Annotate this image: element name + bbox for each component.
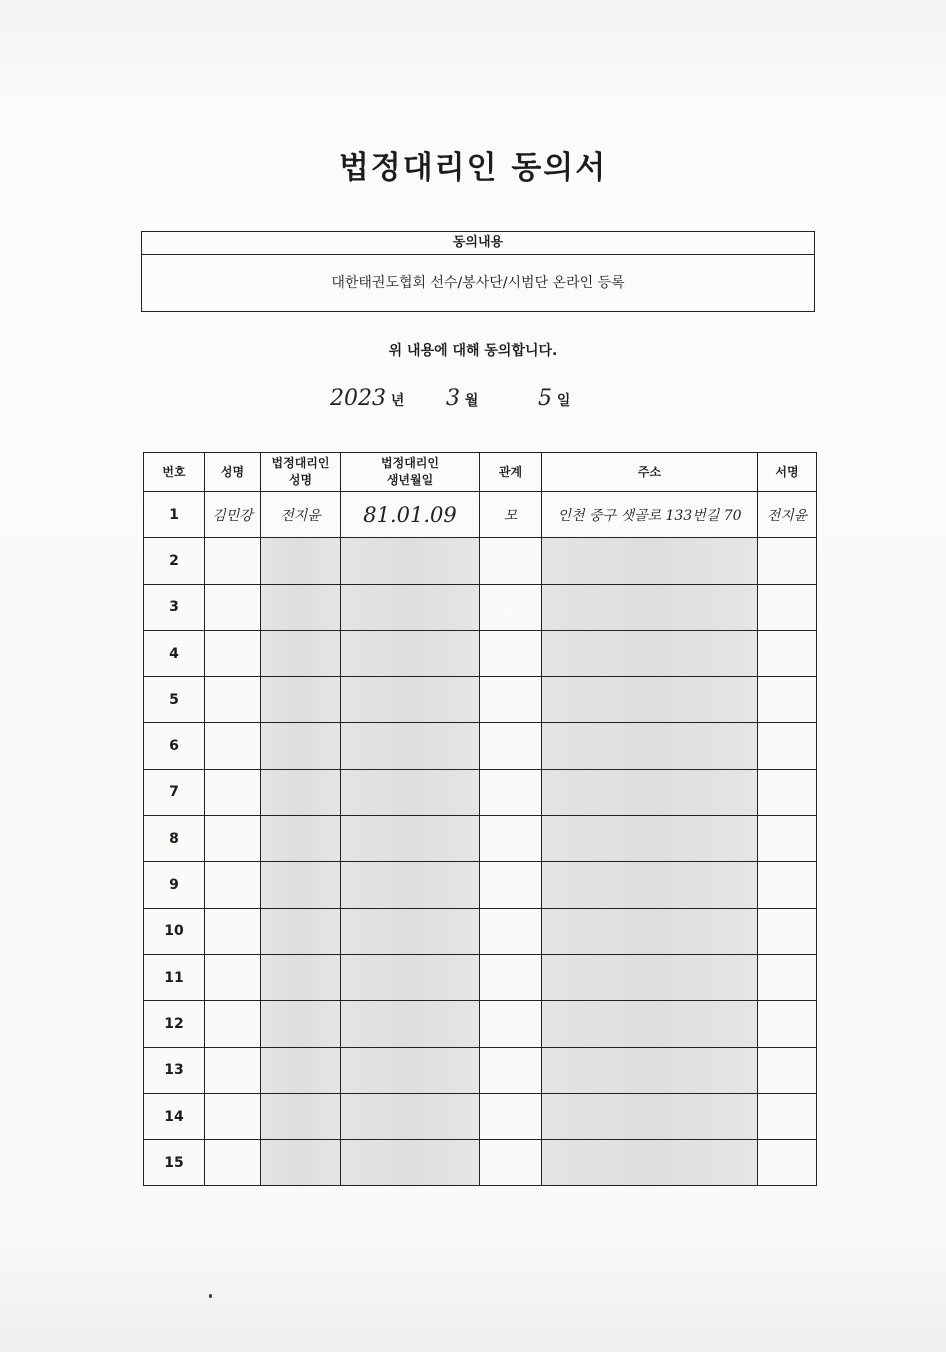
row-guardian-name — [261, 1001, 341, 1047]
date-month — [446, 386, 478, 411]
table-row — [144, 538, 817, 584]
row-name — [205, 769, 261, 815]
row-relation — [480, 1001, 542, 1047]
row-guardian-birth — [341, 677, 480, 723]
header-guardian-birth-line2: 생년월일 — [386, 473, 434, 487]
row-relation — [480, 816, 542, 862]
header-address: 주소 — [542, 453, 758, 492]
roster-table — [143, 452, 817, 1186]
row-address — [542, 584, 758, 630]
date-day — [538, 386, 570, 411]
row-no: 4 — [144, 630, 205, 676]
row-address — [542, 908, 758, 954]
row-name — [205, 630, 261, 676]
row-guardian-name — [261, 630, 341, 676]
row-no: 12 — [144, 1001, 205, 1047]
table-row — [144, 769, 817, 815]
row-no: 10 — [144, 908, 205, 954]
row-guardian-name: 전지윤 — [261, 492, 341, 538]
row-no: 1 — [144, 492, 205, 538]
row-address — [542, 1047, 758, 1093]
row-relation — [480, 584, 542, 630]
row-address — [542, 1001, 758, 1047]
table-row — [144, 908, 817, 954]
table-row — [144, 492, 817, 538]
row-guardian-birth — [341, 1047, 480, 1093]
row-guardian-birth — [341, 630, 480, 676]
header-no: 번호 — [144, 453, 205, 492]
row-relation — [480, 908, 542, 954]
row-address — [542, 769, 758, 815]
table-row — [144, 1047, 817, 1093]
row-guardian-name — [261, 1140, 341, 1186]
row-address — [542, 1140, 758, 1186]
row-name — [205, 723, 261, 769]
row-guardian-birth — [341, 954, 480, 1000]
row-name — [205, 908, 261, 954]
row-guardian-name — [261, 908, 341, 954]
table-row — [144, 954, 817, 1000]
row-relation — [480, 1047, 542, 1093]
row-no: 14 — [144, 1093, 205, 1139]
row-signature — [758, 769, 817, 815]
row-guardian-birth — [341, 723, 480, 769]
row-signature — [758, 538, 817, 584]
table-row — [144, 723, 817, 769]
row-address — [542, 677, 758, 723]
row-relation — [480, 723, 542, 769]
table-row — [144, 630, 817, 676]
row-guardian-birth — [341, 908, 480, 954]
row-name — [205, 862, 261, 908]
row-guardian-birth — [341, 816, 480, 862]
row-guardian-name — [261, 862, 341, 908]
row-relation — [480, 677, 542, 723]
date-day-value: 5 — [538, 386, 552, 411]
row-name — [205, 677, 261, 723]
document-title: 법정대리인 동의서 — [338, 150, 608, 186]
row-relation — [480, 630, 542, 676]
table-header-row — [144, 453, 817, 492]
table-row — [144, 1140, 817, 1186]
row-address — [542, 954, 758, 1000]
row-signature — [758, 1093, 817, 1139]
row-no: 9 — [144, 862, 205, 908]
row-guardian-name — [261, 584, 341, 630]
row-guardian-birth — [341, 769, 480, 815]
row-name — [205, 1047, 261, 1093]
consent-text: 대한태권도협회 선수/봉사단/시범단 온라인 등록 — [331, 275, 625, 291]
row-signature — [758, 723, 817, 769]
row-guardian-birth — [341, 1001, 480, 1047]
row-signature — [758, 816, 817, 862]
row-no: 8 — [144, 816, 205, 862]
row-guardian-birth — [341, 584, 480, 630]
row-name — [205, 1093, 261, 1139]
row-signature — [758, 1001, 817, 1047]
row-guardian-name — [261, 769, 341, 815]
row-name — [205, 816, 261, 862]
header-guardian-name-line2: 성명 — [288, 473, 313, 487]
row-guardian-name — [261, 1047, 341, 1093]
header-signature: 서명 — [758, 453, 817, 492]
row-signature — [758, 677, 817, 723]
row-relation — [480, 769, 542, 815]
row-guardian-name — [261, 954, 341, 1000]
row-signature — [758, 908, 817, 954]
header-guardian-name — [261, 453, 341, 492]
header-guardian-birth-line1: 법정대리인 — [381, 456, 439, 470]
row-signature — [758, 954, 817, 1000]
row-guardian-birth — [341, 1093, 480, 1139]
row-guardian-name — [261, 1093, 341, 1139]
row-signature — [758, 584, 817, 630]
date-month-unit: 월 — [464, 393, 479, 409]
row-relation — [480, 954, 542, 1000]
row-name — [205, 1001, 261, 1047]
row-address — [542, 816, 758, 862]
row-address — [542, 630, 758, 676]
row-no: 5 — [144, 677, 205, 723]
date-day-unit: 일 — [556, 393, 571, 409]
row-signature — [758, 1140, 817, 1186]
row-name — [205, 584, 261, 630]
row-guardian-birth — [341, 538, 480, 584]
table-row — [144, 816, 817, 862]
row-relation — [480, 1140, 542, 1186]
row-signature — [758, 630, 817, 676]
row-relation: 모 — [480, 492, 542, 538]
row-address — [542, 862, 758, 908]
header-guardian-name-line1: 법정대리인 — [271, 456, 330, 470]
row-signature: 전지윤 — [758, 492, 817, 538]
row-name — [205, 538, 261, 584]
row-address — [542, 723, 758, 769]
date-year-value: 2023 — [330, 386, 386, 411]
row-no: 7 — [144, 769, 205, 815]
table-row — [144, 1093, 817, 1139]
row-guardian-birth — [341, 862, 480, 908]
row-signature — [758, 1047, 817, 1093]
row-address: 인천 중구 샛골로 133번길 70 — [542, 492, 758, 538]
row-guardian-name — [261, 723, 341, 769]
row-no: 6 — [144, 723, 205, 769]
row-name: 김민강 — [205, 492, 261, 538]
row-no: 11 — [144, 954, 205, 1000]
date-year — [330, 386, 404, 411]
date-year-unit: 년 — [390, 393, 405, 409]
row-guardian-birth: 81.01.09 — [341, 492, 480, 538]
row-no: 15 — [144, 1140, 205, 1186]
row-guardian-name — [261, 538, 341, 584]
consent-header: 동의내용 — [142, 232, 814, 255]
row-address — [542, 538, 758, 584]
header-name: 성명 — [205, 453, 261, 492]
row-no: 3 — [144, 584, 205, 630]
row-relation — [480, 862, 542, 908]
row-guardian-birth — [341, 1140, 480, 1186]
row-signature — [758, 862, 817, 908]
row-guardian-name — [261, 677, 341, 723]
consent-box — [141, 231, 815, 312]
row-guardian-name — [261, 816, 341, 862]
row-relation — [480, 538, 542, 584]
table-row — [144, 1001, 817, 1047]
header-relation: 관계 — [480, 453, 542, 492]
row-address — [542, 1093, 758, 1139]
table-row — [144, 862, 817, 908]
row-relation — [480, 1093, 542, 1139]
row-name — [205, 954, 261, 1000]
header-guardian-birth — [341, 453, 480, 492]
agreement-statement: 위 내용에 대해 동의합니다. — [388, 343, 558, 359]
table-row — [144, 584, 817, 630]
row-no: 13 — [144, 1047, 205, 1093]
table-row — [144, 677, 817, 723]
row-no: 2 — [144, 538, 205, 584]
date-month-value: 3 — [446, 386, 460, 411]
row-name — [205, 1140, 261, 1186]
paper-speck — [209, 1294, 212, 1298]
